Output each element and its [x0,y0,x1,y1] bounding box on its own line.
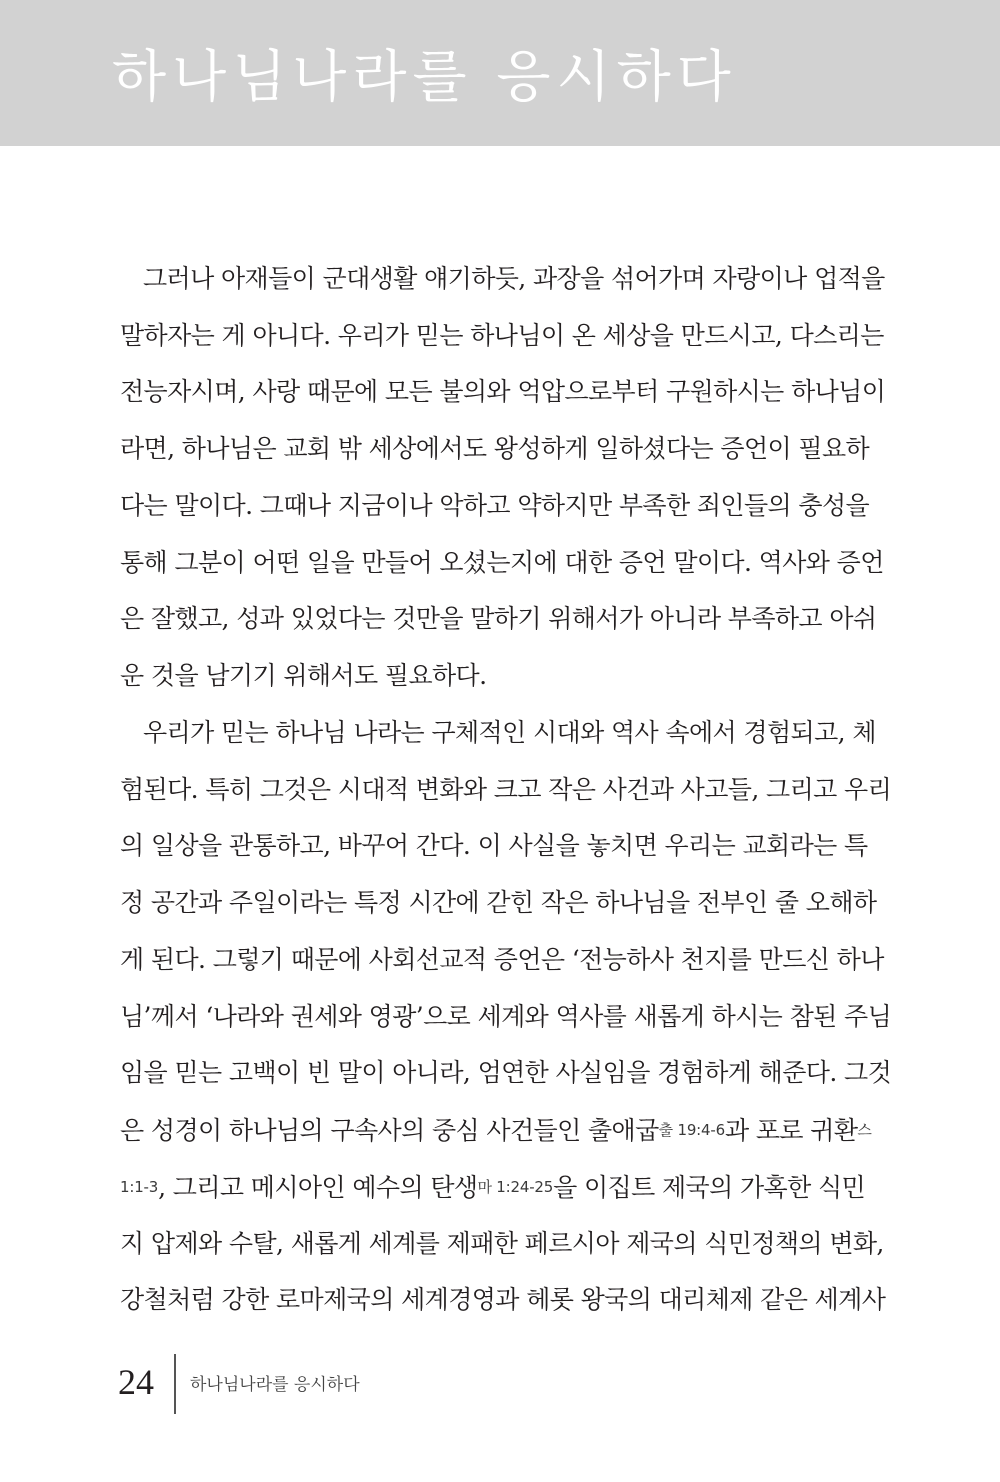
text-line-with-references [120,1170,865,1205]
text-line: 임을 믿는 고백이 빈 말이 아니라, 엄연한 사실임을 경험하게 해준다. 그것 [120,1058,892,1087]
text-line: 험된다. 특히 그것은 시대적 변화와 크고 작은 사건과 사고들, 그리고 우리 [120,775,892,804]
text-line: 지 압제와 수탈, 새롭게 세계를 제패한 페르시아 제국의 식민정책의 변화, [120,1229,884,1258]
running-title: 하나님나라를 응시하다 [190,1375,360,1395]
text-line-with-references [120,1113,872,1148]
text-line: 운 것을 남기기 위해서도 필요하다. [120,661,487,690]
text-segment: , 그리고 메시아인 예수의 탄생 [158,1173,478,1202]
page-number: 24 [118,1362,154,1402]
text-line: 정 공간과 주일이라는 특정 시간에 갇힌 작은 하나님을 전부인 줄 오해하 [120,888,877,917]
scripture-reference: 스 [857,1121,872,1139]
scripture-reference: 출 19:4-6 [658,1121,725,1139]
text-line: 라면, 하나님은 교회 밖 세상에서도 왕성하게 일하셨다는 증언이 필요하 [120,434,870,463]
text-line: 우리가 믿는 하나님 나라는 구체적인 시대와 역사 속에서 경험되고, 체 [143,718,876,747]
text-line: 말하자는 게 아니다. 우리가 믿는 하나님이 온 세상을 만드시고, 다스리는 [120,321,884,350]
text-line: 전능자시며, 사랑 때문에 모든 불의와 억압으로부터 구원하시는 하나님이 [120,377,886,406]
scripture-reference: 1:1-3 [120,1178,159,1196]
text-line: 게 된다. 그렇기 때문에 사회선교적 증언은 ‘전능하사 천지를 만드신 하나 [120,945,884,974]
text-segment: 은 성경이 하나님의 구속사의 중심 사건들인 출애굽 [120,1116,659,1145]
text-line: 다는 말이다. 그때나 지금이나 악하고 약하지만 부족한 죄인들의 충성을 [120,491,870,520]
text-segment: 과 포로 귀환 [724,1116,858,1145]
text-line: 은 잘했고, 성과 있었다는 것만을 말하기 위해서가 아니라 부족하고 아쉬 [120,604,877,633]
text-line: 의 일상을 관통하고, 바꾸어 간다. 이 사실을 놓치면 우리는 교회라는 특 [120,831,868,860]
text-line: 강철처럼 강한 로마제국의 세계경영과 헤롯 왕국의 대리체제 같은 세계사 [120,1285,886,1314]
text-line: 통해 그분이 어떤 일을 만들어 오셨는지에 대한 증언 말이다. 역사와 증언 [120,548,884,577]
chapter-header-band [0,0,1000,146]
text-line: 그러나 아재들이 군대생활 얘기하듯, 과장을 섞어가며 자랑이나 업적을 [143,264,885,293]
chapter-title: 하나님나라를 응시하다 [112,45,737,110]
text-line: 님’께서 ‘나라와 권세와 영광’으로 세계와 역사를 새롭게 하시는 참된 주님 [120,1002,892,1031]
scripture-reference: 마 1:24-25 [477,1178,554,1196]
footer-divider [174,1354,176,1414]
text-segment: 을 이집트 제국의 가혹한 식민 [553,1173,866,1202]
